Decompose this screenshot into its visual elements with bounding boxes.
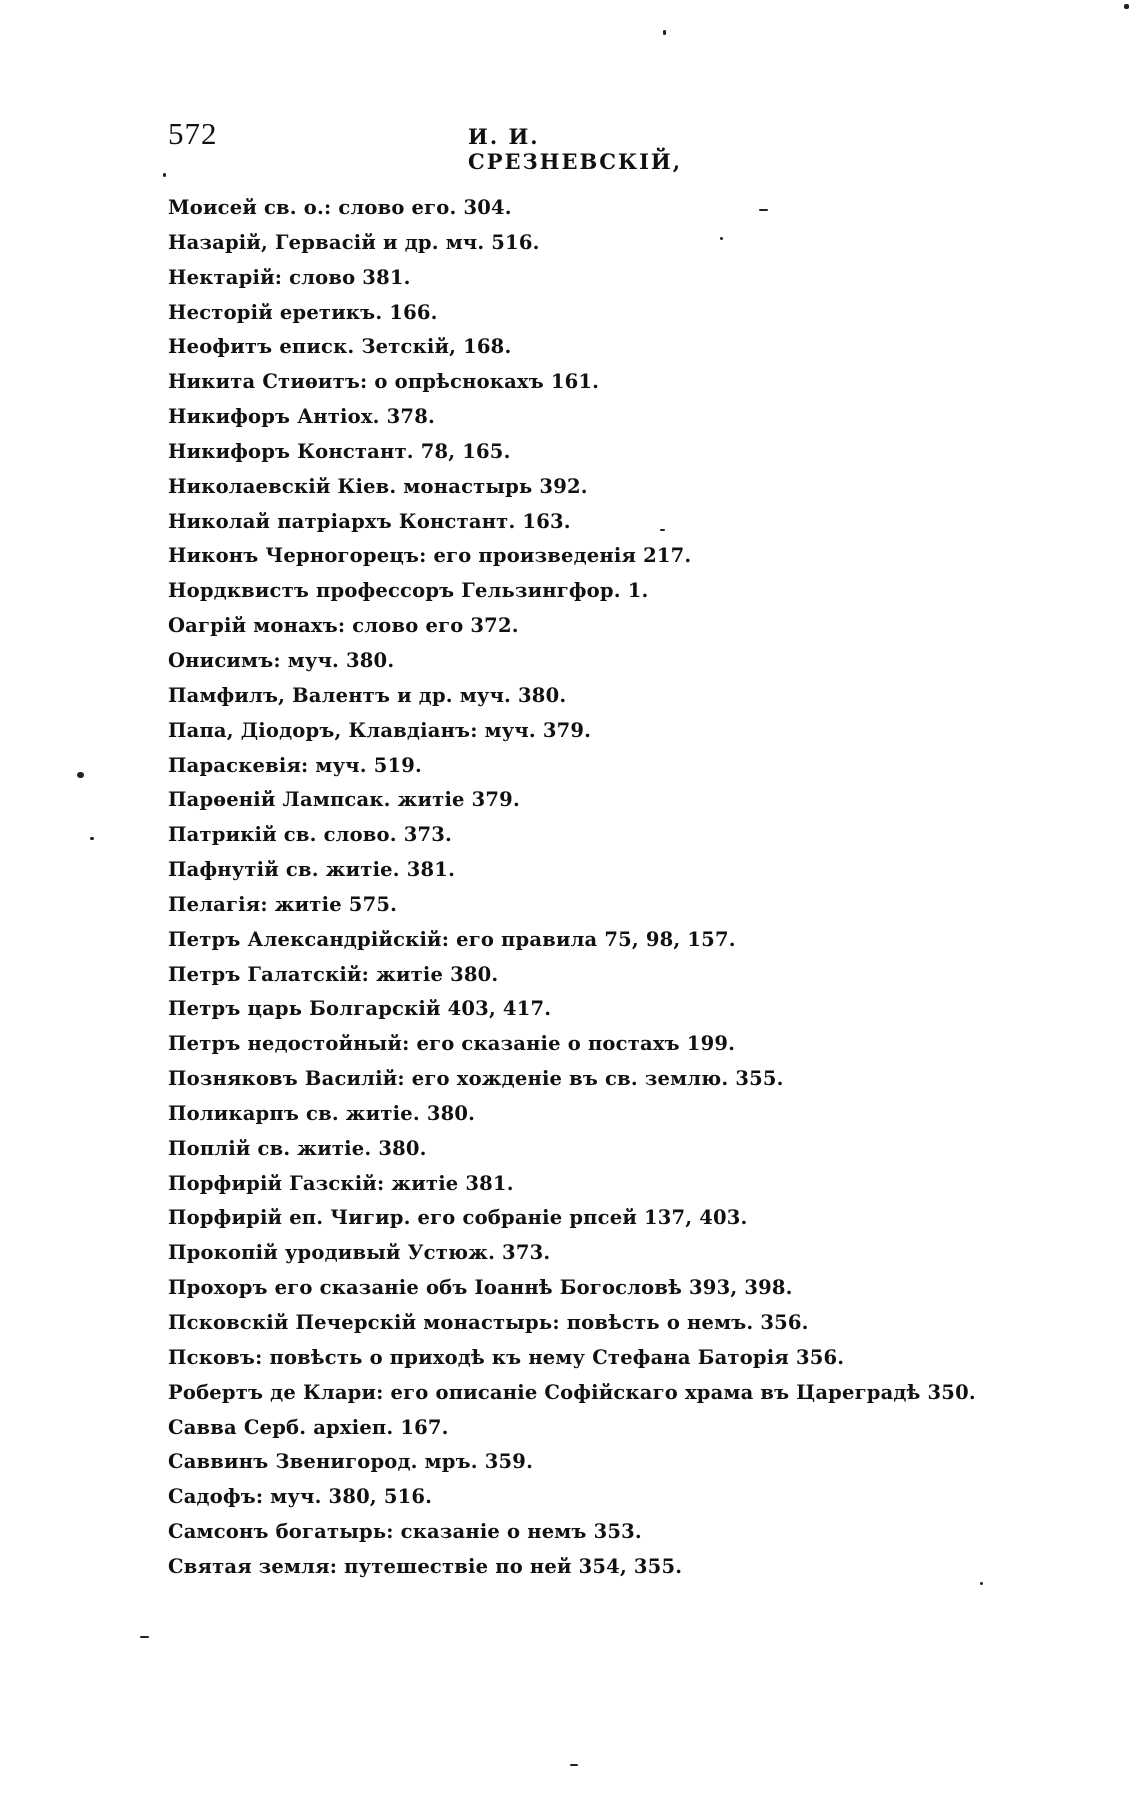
- index-entry: Патрикій св. слово. 373.: [168, 823, 453, 847]
- index-entry: Петръ недостойный: его сказаніе о постахъ 199.: [168, 1032, 736, 1056]
- index-entry: Параскевія: муч. 519.: [168, 753, 422, 777]
- index-entry: Петръ Александрійскій: его правила 75, 98, 157.: [168, 927, 736, 951]
- scan-speck: [720, 237, 723, 240]
- index-entry: Робертъ де Клари: его описаніе Софійскаго храма въ Цареградѣ 350.: [168, 1380, 976, 1404]
- index-entry: Саввинъ Звенигород. мръ. 359.: [168, 1450, 534, 1474]
- page-number: 572: [168, 116, 218, 151]
- index-entry: Никифоръ Антіох. 378.: [168, 405, 435, 429]
- scan-speck: [1124, 4, 1129, 9]
- index-entry: Прокопій уродивый Устюж. 373.: [168, 1241, 551, 1265]
- index-entry: Никита Стиѳитъ: о опрѣснокахъ 161.: [168, 370, 600, 394]
- page-header: [168, 116, 728, 174]
- index-entry: Нектарій: слово 381.: [168, 265, 411, 289]
- index-entry: Порфирій Газскій: житіе 381.: [168, 1171, 514, 1195]
- index-entries: [168, 191, 1068, 1585]
- scan-speck: [980, 1582, 983, 1585]
- index-entry: Папа, Діодоръ, Клавдіанъ: муч. 379.: [168, 718, 592, 742]
- index-entry: Порфирій еп. Чигир. его собраніе рпсей 137, 403.: [168, 1206, 748, 1230]
- scan-speck: [570, 1764, 578, 1766]
- running-head: И. И. СРЕЗНЕВСКІЙ,: [468, 124, 683, 174]
- scan-speck: [77, 772, 84, 778]
- index-entry: Никонъ Черногорецъ: его произведенія 217.: [168, 544, 692, 568]
- index-entry: Неофитъ еписк. Зетскій, 168.: [168, 335, 512, 359]
- index-entry: Прохоръ его сказаніе объ Іоаннѣ Богословѣ 393, 398.: [168, 1276, 793, 1300]
- index-entry: Онисимъ: муч. 380.: [168, 648, 395, 672]
- index-entry: Николаевскій Кіев. монастырь 392.: [168, 474, 588, 498]
- scan-speck: [663, 30, 666, 35]
- index-entry: Моисей св. о.: слово его. 304.: [168, 196, 512, 219]
- scan-speck: [660, 529, 665, 531]
- index-entry: Поплій св. житіе. 380.: [168, 1136, 427, 1160]
- index-entry: Несторій еретикъ. 166.: [168, 300, 438, 324]
- index-entry: Нордквистъ профессоръ Гельзингфор. 1.: [168, 579, 649, 603]
- index-entry: Пафнутій св. житіе. 381.: [168, 858, 456, 882]
- index-entry: Николай патріархъ Констант. 163.: [168, 509, 571, 533]
- index-entry: Самсонъ богатырь: сказаніе о немъ 353.: [168, 1520, 642, 1544]
- index-entry: Пелагія: житіе 575.: [168, 892, 398, 916]
- scan-speck: [90, 837, 94, 840]
- index-entry: Садофъ: муч. 380, 516.: [168, 1485, 433, 1509]
- index-entry: Петръ царь Болгарскій 403, 417.: [168, 997, 552, 1021]
- index-entry: Савва Серб. архіеп. 167.: [168, 1415, 449, 1439]
- index-entry: Назарій, Гервасій и др. мч. 516.: [168, 230, 540, 254]
- index-entry: Оагрій монахъ: слово его 372.: [168, 614, 519, 638]
- index-entry: Памфилъ, Валентъ и др. муч. 380.: [168, 683, 567, 707]
- scan-speck: [163, 173, 166, 177]
- index-entry: Парѳеній Лампсак. житіе 379.: [168, 788, 520, 812]
- index-entry: Псковъ: повѣсть о приходѣ къ нему Стефана Баторія 356.: [168, 1345, 845, 1369]
- index-entry: Петръ Галатскій: житіе 380.: [168, 962, 499, 986]
- index-entry: Позняковъ Василій: его хожденіе въ св. землю. 355.: [168, 1067, 784, 1091]
- index-entry: Святая земля: путешествіе по ней 354, 355.: [168, 1554, 683, 1578]
- scan-speck: [140, 1636, 149, 1638]
- index-entry: Псковскій Печерскій монастырь: повѣсть о немъ. 356.: [168, 1311, 809, 1334]
- scan-speck: [759, 209, 768, 211]
- index-entry: Никифоръ Констант. 78, 165.: [168, 439, 511, 463]
- index-entry: Поликарпъ св. житіе. 380.: [168, 1101, 476, 1125]
